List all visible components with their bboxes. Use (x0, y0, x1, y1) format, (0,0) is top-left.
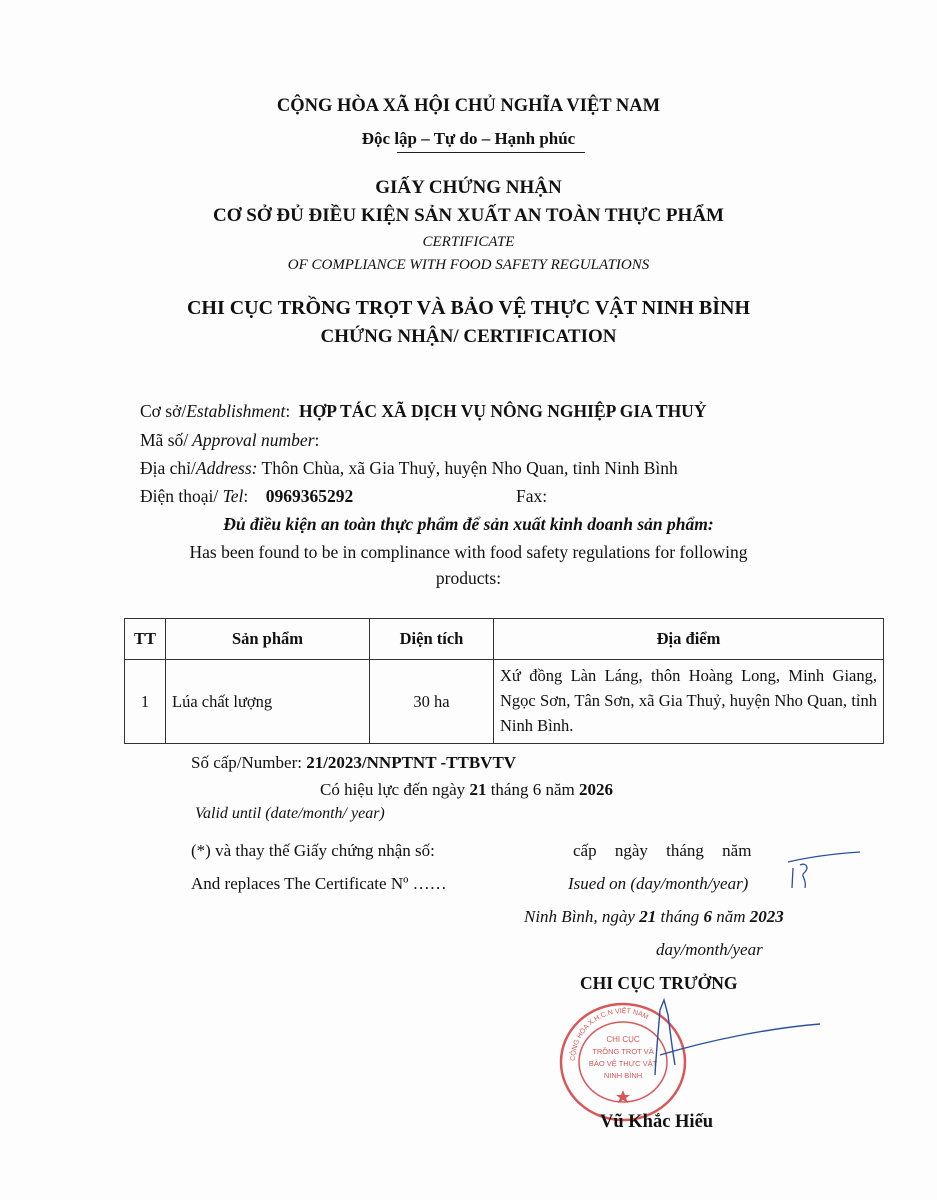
table-row (125, 660, 884, 744)
approval-label-en: Approval number (188, 430, 315, 450)
place-month-word: tháng (656, 907, 704, 926)
signer-title: CHI CỤC TRƯỞNG (580, 973, 738, 993)
national-title: CỘNG HÒA XÃ HỘI CHỦ NGHĨA VIỆT NAM (276, 96, 661, 116)
table-header-row (125, 619, 884, 660)
phone-value: 0969365292 (265, 486, 354, 506)
svg-text:CHI CỤC: CHI CỤC (606, 1035, 640, 1044)
approval-number-line: Mã số/ Approval number: (140, 430, 320, 450)
replaces-certificate-vi: (*) và thay thế Giấy chứng nhận số: (191, 841, 435, 860)
compliance-statement-en: Has been found to be in complinance with food safety regulations for following (189, 542, 748, 562)
valid-day: 21 (469, 780, 487, 799)
valid-year: 2026 (578, 780, 613, 799)
place-year-word: năm (711, 907, 750, 926)
approval-label-vi: Mã số/ (140, 430, 189, 450)
establishment-label-vi: Cơ sở/ (140, 401, 187, 421)
col-header-area: Diện tích (370, 619, 494, 660)
cell-product: Lúa chất lượng (166, 660, 370, 744)
valid-prefix: Có hiệu lực đến ngày (320, 780, 470, 799)
compliance-statement-vi: Đủ điều kiện an toàn thực phẩm để sản xuất kinh doanh sản phẩm: (223, 514, 714, 534)
national-motto: Độc lập – Tự do – Hạnh phúc (361, 129, 576, 148)
phone-label-en: Tel (222, 486, 244, 506)
establishment-line: Cơ sở/Establishment: HỢP TÁC XÃ DỊCH VỤ NÔNG NGHIỆP GIA THUỶ (140, 401, 707, 421)
address-line (140, 458, 678, 479)
phone-label-vi: Điện thoại/ (140, 486, 223, 506)
col-header-location: Địa điểm (494, 619, 884, 660)
number-label: Số cấp/Number: (191, 753, 307, 772)
signature-icon (560, 840, 880, 1100)
fax-label: Fax: (516, 486, 548, 506)
replaces-certificate-en: And replaces The Certificate Nº …… (191, 874, 447, 893)
phone-line: Điện thoại/ Tel: 0969365292 (140, 486, 354, 506)
col-header-tt: TT (125, 619, 166, 660)
col-header-product: Sản phẩm (166, 619, 370, 660)
seal-outer-text: CỘNG HÒA X.H.C.N VIỆT NAM (569, 1007, 650, 1062)
place-year: 2023 (749, 907, 784, 926)
cell-area: 30 ha (370, 660, 494, 744)
place-day: 21 (639, 907, 657, 926)
svg-text:NINH BÌNH: NINH BÌNH (603, 1071, 643, 1080)
establishment-name: HỢP TÁC XÃ DỊCH VỤ NÔNG NGHIỆP GIA THUỶ (299, 401, 707, 421)
certification-heading: CHỨNG NHẬN/ CERTIFICATION (320, 326, 617, 347)
motto-underline (397, 152, 585, 153)
place-prefix: Ninh Bình, ngày (524, 907, 640, 926)
certificate-number: 21/2023/NNPTNT -TTBVTV (306, 753, 517, 772)
certificate-subtitle: CƠ SỞ ĐỦ ĐIỀU KIỆN SẢN XUẤT AN TOÀN THỰC PHẨM (213, 205, 724, 226)
certificate-number-line (191, 753, 516, 773)
issuing-agency: CHI CỤC TRỒNG TRỌT VÀ BẢO VỆ THỰC VẬT NINH BÌNH (186, 297, 751, 319)
certificate-title-en: CERTIFICATE (422, 234, 515, 250)
valid-until-line (320, 780, 613, 800)
cell-tt: 1 (125, 660, 166, 744)
date-format-en: day/month/year (656, 940, 763, 959)
issued-on-en: Isued on (day/month/year) (568, 874, 749, 893)
svg-text:TRỒNG TRỌT VÀ: TRỒNG TRỌT VÀ (592, 1047, 654, 1056)
signer-name: Vũ Khắc Hiếu (600, 1112, 714, 1132)
address-value: Thôn Chùa, xã Gia Thuỷ, huyện Nho Quan, tỉnh Ninh Bình (261, 458, 678, 478)
valid-until-en: Valid until (date/month/ year) (195, 805, 385, 822)
establishment-label-en: Establishment (186, 401, 286, 421)
svg-text:BẢO VỆ THỰC VẬT: BẢO VỆ THỰC VẬT (588, 1059, 658, 1068)
address-label-en: Address: (195, 458, 258, 478)
address-label-vi: Địa chỉ/ (140, 458, 196, 478)
products-table (124, 618, 884, 744)
certificate-title: GIẤY CHỨNG NHẬN (375, 177, 562, 198)
certificate-subtitle-en: OF COMPLIANCE WITH FOOD SAFETY REGULATIONS (287, 257, 650, 273)
cell-location: Xứ đồng Làn Láng, thôn Hoàng Long, Minh Giang, Ngọc Sơn, Tân Sơn, xã Gia Thuỷ, huyện Nho Quan, tỉnh Ninh Bình. (494, 660, 884, 744)
issued-on-vi: cấp ngày tháng năm (573, 841, 752, 860)
compliance-statement-en-cont: products: (435, 568, 502, 588)
valid-month-word: tháng 6 năm (486, 780, 579, 799)
place-month: 6 (703, 907, 712, 926)
